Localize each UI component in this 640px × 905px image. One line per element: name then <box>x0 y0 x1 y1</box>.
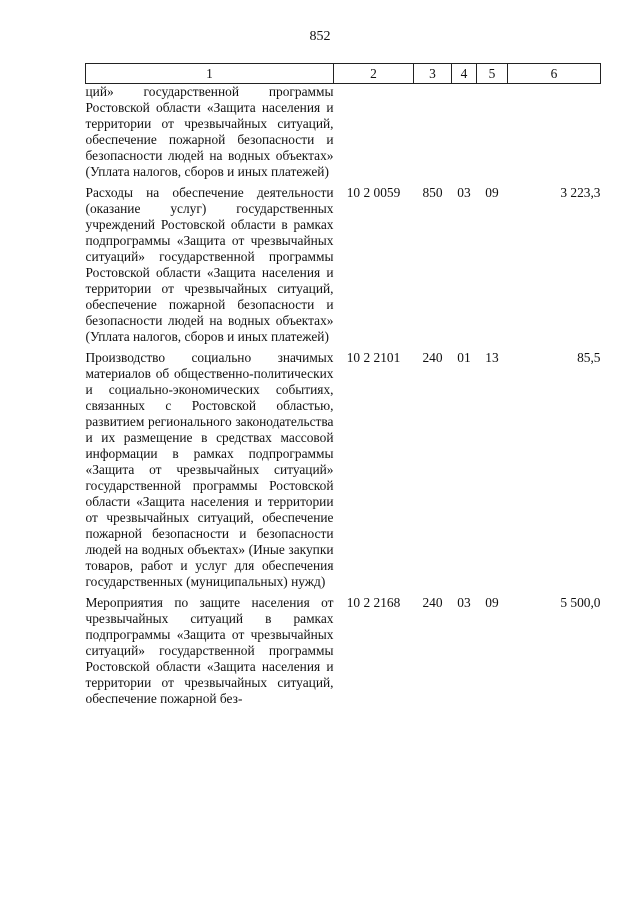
row-subsection: 13 <box>485 350 499 365</box>
row-amount: 5 500,0 <box>560 595 601 610</box>
row-expense-type <box>414 84 452 181</box>
row-target-article: 10 2 2168 <box>346 595 401 610</box>
header-row <box>86 64 601 84</box>
table-row <box>86 350 601 590</box>
column-header-name: 1 <box>86 64 334 84</box>
row-amount: 3 223,3 <box>560 185 601 200</box>
row-subsection <box>477 84 508 181</box>
row-expense-type: 850 <box>422 185 443 200</box>
column-header-expense-type: 3 <box>414 64 452 84</box>
row-section <box>452 84 477 181</box>
table-row <box>86 84 601 181</box>
row-expense-type: 240 <box>422 595 443 610</box>
table-row <box>86 185 601 345</box>
row-section: 03 <box>457 595 471 610</box>
row-description: ций» государственной программы Ростовской области «Защита населения и территории от чрезвычайных ситуаций, обеспечение пожарной безопасности и безопасности людей на водных объектах» (Уплата налогов, сборов и иных платежей) <box>85 84 334 179</box>
row-amount <box>508 84 601 181</box>
table-row <box>86 595 601 707</box>
column-header-amount: 6 <box>508 64 601 84</box>
row-expense-type: 240 <box>422 350 443 365</box>
row-description: Расходы на обеспечение деятельности (оказание услуг) государственных учреждений Ростовской области в рамках подпрограммы «Защита от чрезвычайных ситуаций» государственной программы Ростовской области «Защита населения и территории от чрезвычайных ситуаций, обеспечение пожарной безопасности и безопасности людей на водных объектах» (Уплата налогов, сборов и иных платежей) <box>85 185 334 344</box>
row-section: 03 <box>457 185 471 200</box>
budget-table <box>85 63 601 707</box>
column-header-subsection: 5 <box>477 64 508 84</box>
row-subsection: 09 <box>485 595 499 610</box>
page-number: 852 <box>309 29 331 44</box>
row-target-article <box>334 84 414 181</box>
row-target-article: 10 2 0059 <box>346 185 401 200</box>
row-section: 01 <box>457 350 471 365</box>
column-header-target-article: 2 <box>334 64 414 84</box>
row-target-article: 10 2 2101 <box>346 350 401 365</box>
row-amount: 85,5 <box>577 350 601 365</box>
column-header-section: 4 <box>452 64 477 84</box>
row-subsection: 09 <box>485 185 499 200</box>
row-description: Производство социально значимых материалов об общественно-политических и социально-экономических событиях, связанных с Ростовской областью, развитием регионального законодательства и их размещение в средствах массовой информации в рамках подпрограммы «Защита от чрезвычайных ситуаций» государственной программы Ростовской области «Защита населения и территории от чрезвычайных ситуаций, обеспечение пожарной безопасности и безопасности людей на водных объектах» (Иные закупки товаров, работ и услуг для обеспечения государственных (муниципальных) нужд) <box>85 350 334 589</box>
row-description: Мероприятия по защите населения от чрезвычайных ситуаций в рамках подпрограммы «Защита от чрезвычайных ситуаций» государственной программы Ростовской области «Защита населения и территории от чрезвычайных ситуаций, обеспечение пожарной без- <box>85 595 334 706</box>
